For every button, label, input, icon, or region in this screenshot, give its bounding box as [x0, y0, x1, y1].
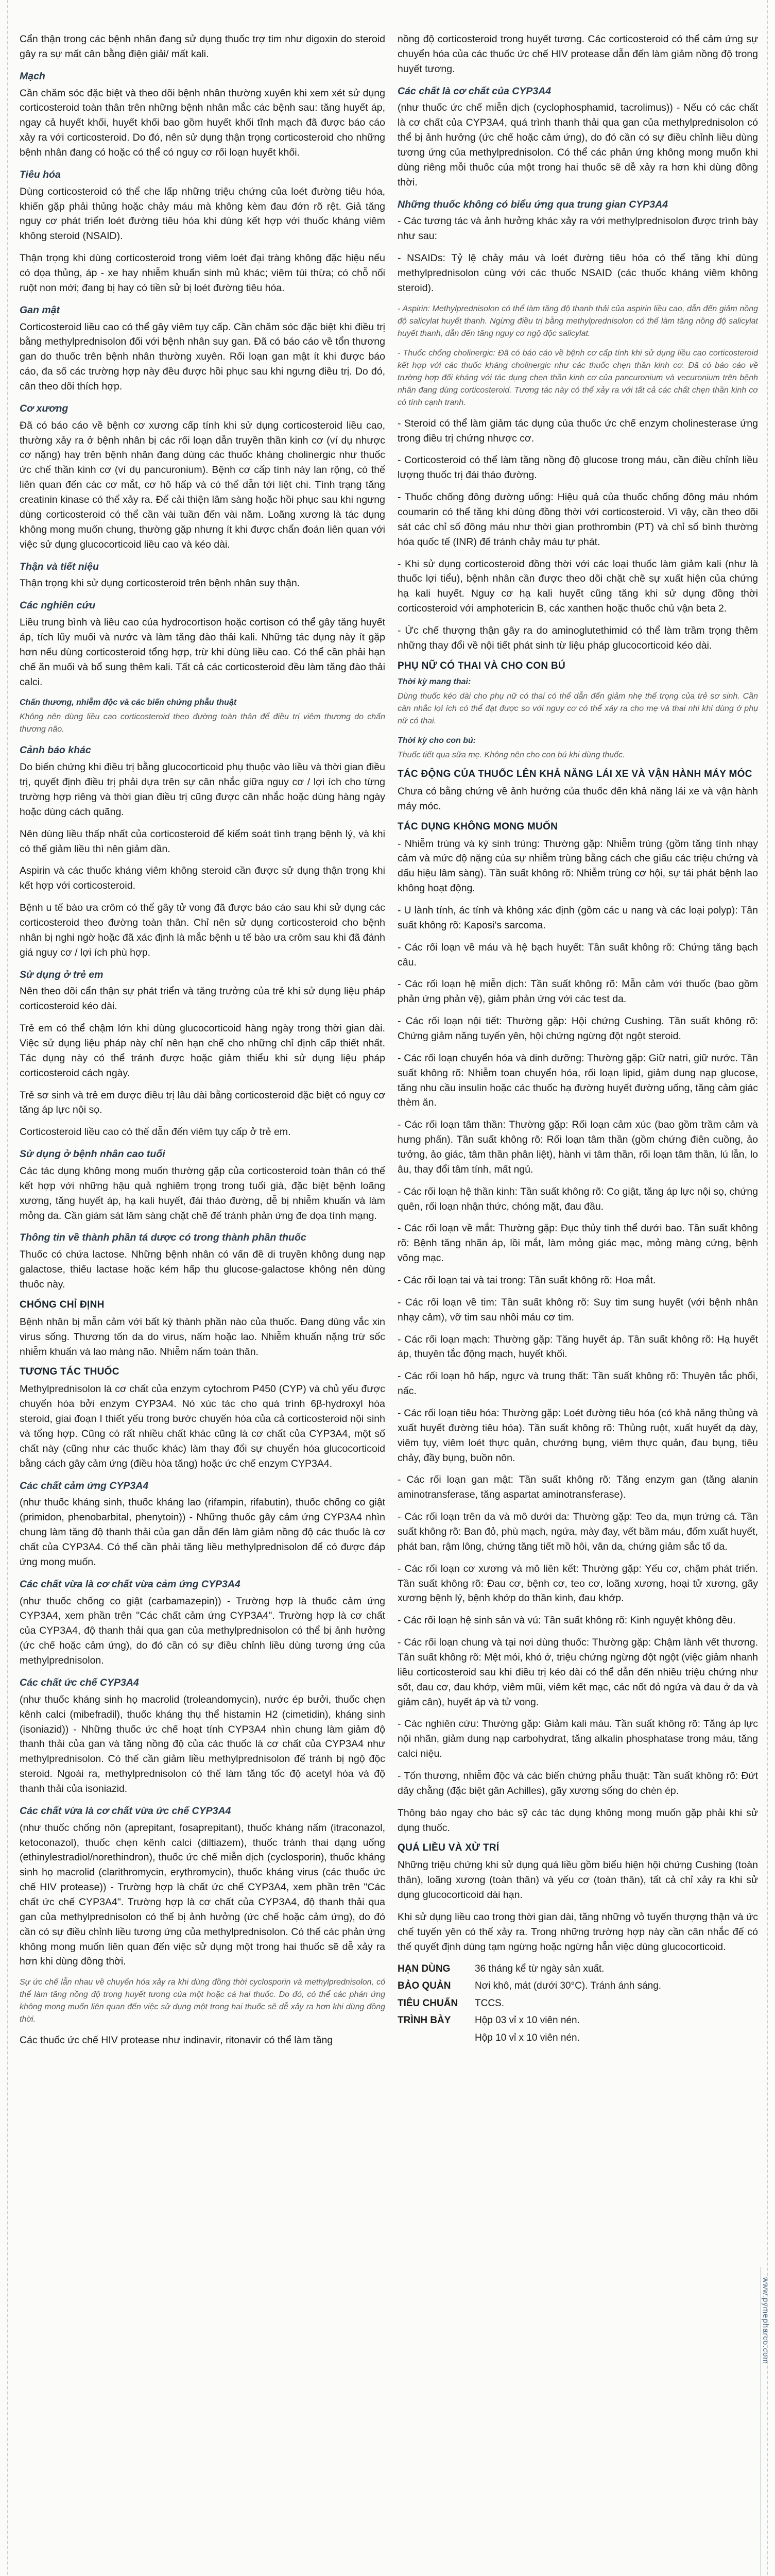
text-paragraph: [398, 1472, 758, 1502]
subheading: Gan mật: [20, 304, 60, 316]
paragraph-text: Trẻ em có thể chậm lớn khi dùng glucocorticoid hàng ngày trong thời gian dài. Việc sử dụng liệu pháp này chỉ nên hạn chế cho những chỉ định cấp thiết nhất. Tác dụng này có thể tránh được hoặc giảm thiểu khi sử dụng liệu pháp corticosteroid cách ngày.: [20, 1023, 385, 1079]
paragraph-text: - Các tương tác và ảnh hưởng khác xảy ra với methylprednisolon được trình bày như sau:: [398, 215, 758, 242]
paragraph-text: nồng độ corticosteroid trong huyết tương. Các corticosteroid có thể cảm ứng sự chuyển hóa của các thuốc ức chế HIV protease dẫn đến làm giảm nồng độ trong huyết tương.: [398, 33, 758, 75]
paragraph-text: - Các rối loạn chuyển hóa và dinh dưỡng: Thường gặp: Giữ natri, giữ nước. Tần suất không rõ: Nhiễm toan chuyển hóa, rối loạn lipid, giảm dung nạp glucose, tăng nhu cầu insulin hoặc các thuốc hạ đường huyết đường uống, tăng cảm giác thèm ăn.: [398, 1052, 758, 1109]
text-paragraph: [398, 1510, 758, 1554]
spec-value: Nơi khô, mát (dưới 30°C). Tránh ánh sáng.: [475, 1980, 662, 1992]
subheading: Những thuốc không có biểu ứng qua trung gian CYP3A4: [398, 198, 668, 210]
paragraph-text: - Các rối loạn hệ thần kinh: Tần suất không rõ: Co giật, tăng áp lực nội sọ, chứng quên, rối loạn nhận thức, chóng mặt, đau đầu.: [398, 1185, 758, 1212]
paragraph-text: - Các rối loạn về máu và hệ bạch huyết: Tần suất không rõ: Chứng tăng bạch cầu.: [398, 941, 758, 968]
subheading: Các nghiên cứu: [20, 600, 96, 612]
section-heading: QUÁ LIỀU VÀ XỬ TRÍ: [398, 1842, 500, 1854]
text-paragraph: [398, 347, 758, 409]
paragraph-text: Aspirin và các thuốc kháng viêm không steroid cần được sử dụng thận trọng khi kết hợp với corticosteroid.: [20, 865, 385, 892]
subheading: Tiêu hóa: [20, 168, 61, 180]
spec-key: TRÌNH BÀY: [398, 2015, 451, 2026]
spec-value: Hộp 03 vỉ x 10 viên nén.: [475, 2015, 580, 2026]
paragraph-text: Các tác dụng không mong muốn thường gặp của corticosteroid toàn thân có thể kết hợp với những hậu quả nghiêm trọng trong tuổi già, đặc biệt bệnh loãng xương, tăng huyết áp, hạ kali huyết, đái tháo đường, dễ bị nhiễm khuẩn và làm mỏng da. Cần giám sát lâm sàng chặt chẽ để tránh phản ứng đe dọa tính mạng.: [20, 1165, 385, 1222]
text-paragraph: [398, 1635, 758, 1709]
paragraph-text: (như thuốc kháng sinh họ macrolid (troleandomycin), nước ép bưởi, thuốc chẹn kênh calci (mibefradil), thuốc kháng thụ thể histamin H2 (cimetidin), kháng sinh (isoniazid)) - Những thuốc ức chế hoạt tính CYP3A4 nhìn chung làm giảm độ thanh thải của gan và tăng nồng độ của các thuốc là cơ chất của CYP3A4 như methylprednisolon. Có thể cần giảm liều methylprednisolon để tránh bị ngộ độc steroid. Ngoài ra, methylprednisolon có thể làm tăng tốc độ acetyl hóa và độ thanh thải của isoniazid.: [20, 1693, 385, 1794]
paragraph-text: - Các rối loạn trên da và mô dưới da: Thường gặp: Teo da, mụn trứng cá. Tần suất không rõ: Ban đỏ, phù mạch, ngứa, mày đay, vết bầm máu, đốm xuất huyết, phát ban, rậm lông, chứng tăng tiết mồ hôi, vân da, chứng giảm sắc tố da.: [398, 1511, 758, 1552]
text-paragraph: [398, 1858, 758, 1903]
subheading: Mạch: [20, 70, 45, 82]
text-paragraph: [398, 1769, 758, 1799]
paragraph-text: - Aspirin: Methylprednisolon có thể làm tăng độ thanh thải của aspirin liều cao, dẫn đến giảm nồng độ salicylat huyết thanh. Ngừng điều trị bằng methylprednisolon có thể làm tăng nồng độ salicylat huyết thanh, dẫn đến tăng nguy cơ ngộ độc salicylat.: [398, 304, 758, 338]
text-paragraph: [398, 1369, 758, 1399]
paragraph-text: Dùng corticosteroid có thể che lấp những triệu chứng của loét đường tiêu hóa, khiến gặp phải thủng hoặc chảy máu mà không kèm đau đớn rõ rệt. Giả tăng nguy cơ phát triển loét đường tiêu hóa khi dùng kết hợp với thuốc kháng viêm không steroid (NSAID).: [20, 185, 385, 242]
fold-line-left: [7, 0, 8, 2576]
paragraph-text: - Corticosteroid có thể làm tăng nồng độ glucose trong máu, cần điều chỉnh liều lượng thuốc trị đái tháo đường.: [398, 454, 758, 481]
text-paragraph: [398, 903, 758, 933]
text-paragraph: [20, 1315, 385, 1360]
text-paragraph: [20, 69, 385, 160]
paragraph-text: Corticosteroid liều cao có thể gây viêm tụy cấp. Cần chăm sóc đặc biệt khi điều trị bằng methylprednisolon đối với bệnh nhân suy gan. Đã có báo cáo về tổn thương gan do thuốc trên bệnh nhân thường xuyên. Rối loạn gan mật ít khi được báo cáo, đa số các trường hợp này đều được hồi phục sau khi ngưng điều trị. Do đó, cần theo dõi thích hợp.: [20, 321, 385, 393]
text-paragraph: [398, 1613, 758, 1628]
paragraph-text: (như thuốc kháng sinh, thuốc kháng lao (rifampin, rifabutin), thuốc chống co giật (primidon, phenobarbital, phenytoin)) - Những thuốc gây cảm ứng CYP3A4 nhìn chung làm tăng độ thanh thải của gan dẫn đến làm giảm nồng độ các thuốc là cơ chất của CYP3A4. Có thể cần phải tăng liều methylprednisolon để có được đáp ứng mong muốn.: [20, 1497, 385, 1568]
subheading: Các chất cảm ứng CYP3A4: [20, 1480, 149, 1492]
subheading: Thông tin về thành phần tá dược có trong thành phần thuốc: [20, 1232, 306, 1244]
paragraph-text: - Các rối loạn về mắt: Thường gặp: Đục thủy tinh thể dưới bao. Tần suất không rõ: Bệnh tăng nhãn áp, lồi mắt, làm mỏng giác mạc, mỏng màng cứng, bệnh võng mạc.: [398, 1223, 758, 1264]
text-paragraph: [20, 1976, 385, 2026]
subheading: Các chất vừa là cơ chất vừa ức chế CYP3A4: [20, 1805, 231, 1817]
text-paragraph: [20, 1230, 385, 1292]
text-paragraph: [398, 251, 758, 296]
paragraph-text: Liều trung bình và liều cao của hydrocortison hoặc cortison có thể gây tăng huyết áp, tích lũy muối và nước và làm tăng đào thải kali. Những tác dụng này ít gặp hơn nếu dùng corticosteroid tổng hợp, trừ khi dùng liều cao. Có thể cần phải hạn chế ăn muối và bổ sung thêm kali. Tất cả các corticosteroid đều làm tăng đào thải calci.: [20, 617, 385, 688]
paragraph-text: Các thuốc ức chế HIV protease như indinavir, ritonavir có thể làm tăng: [20, 2035, 333, 2046]
text-paragraph: [398, 1295, 758, 1325]
spec-value: TCCS.: [475, 1997, 504, 2009]
subheading: Thận và tiết niệu: [20, 561, 99, 572]
spec-table: [398, 1962, 758, 2045]
paragraph-text: - Các rối loạn hô hấp, ngực và trung thất: Tần suất không rõ: Thuyên tắc phổi, nấc.: [398, 1370, 758, 1397]
text-paragraph: [20, 2033, 385, 2048]
paragraph-text: - Các rối loạn cơ xương và mô liên kết: Thường gặp: Yếu cơ, chậm phát triển. Tần suất không rõ: Đau cơ, bệnh cơ, teo cơ, loãng xương, hoại tử xương, gãy xương bệnh lý, bệnh khớp do thần kinh, đau khớp.: [398, 1563, 758, 1604]
section-heading: TÁC DỤNG KHÔNG MONG MUỐN: [398, 821, 558, 832]
website-label: www.pymepharco.com: [761, 2277, 770, 2364]
text-paragraph: [398, 1562, 758, 1606]
right-column-body: [398, 32, 758, 1955]
text-paragraph: [398, 1717, 758, 1761]
subheading: Cơ xương: [20, 402, 68, 414]
subheading: Cảnh báo khác: [20, 744, 91, 756]
spec-key: HẠN DÙNG: [398, 1963, 451, 1974]
paragraph-text: - Các rối loạn hệ miễn dịch: Tần suất không rõ: Mẫn cảm với thuốc (bao gồm phản ứng phản vệ), giảm phản ứng với các test da.: [398, 978, 758, 1005]
subheading: Các chất ức chế CYP3A4: [20, 1676, 139, 1688]
paragraph-text: - Các rối loạn tâm thần: Thường gặp: Rối loạn cảm xúc (bao gồm trầm cảm và hưng phấn). Tần suất không rõ: Rối loạn tâm thần (gồm chứng điên cuồng, ảo tưởng, ảo giác, tâm thần phân liệt), hành vi tâm thần, rối loạn tâm thần, lú lẫn, lo âu, thay đổi tâm tính, mất ngủ.: [398, 1119, 758, 1175]
text-paragraph: [398, 676, 758, 727]
left-column: [20, 32, 385, 2576]
text-paragraph: [398, 453, 758, 483]
text-paragraph: [20, 1147, 385, 1223]
text-paragraph: [398, 1406, 758, 1465]
section-heading: PHỤ NỮ CÓ THAI VÀ CHO CON BÚ: [398, 660, 566, 671]
paragraph-text: - Các rối loạn nội tiết: Thường gặp: Hội chứng Cushing. Tần suất không rõ: Chứng giảm năng tuyến yên, hội chứng ngừng đột ngột steroid.: [398, 1015, 758, 1042]
text-paragraph: [20, 827, 385, 857]
paragraph-text: (như thuốc ức chế miễn dịch (cyclophosphamid, tacrolimus)) - Nếu có các chất là cơ chất của CYP3A4, quá trình thanh thải qua gan của methylprednisolon có thể bị ảnh hưởng (ức chế hoặc cảm ứng), do đó cần có sự điều chỉnh liều dùng tương ứng của methylprednisolon. Có thể các phản ứng không mong muốn khi dùng riêng mỗi thuốc của một trong hai thuốc sẽ dễ xảy ra hơn khi dùng đồng thời.: [398, 102, 758, 188]
text-paragraph: [20, 968, 385, 1014]
paragraph-text: Nên theo dõi cẩn thận sự phát triển và tăng trưởng của trẻ khi sử dụng liệu pháp corticosteroid kéo dài.: [20, 986, 385, 1012]
paragraph-text: Thuốc tiết qua sữa mẹ. Không nên cho con bú khi dùng thuốc.: [398, 750, 625, 759]
paragraph-text: - Ức chế thượng thận gây ra do aminoglutethimid có thể làm trầm trọng thêm những thay đổi về nội tiết phát sinh từ liệu pháp glucocorticoid kéo dài.: [398, 625, 758, 651]
paragraph-text: Không nên dùng liều cao corticosteroid theo đường toàn thân để điều trị viêm thương do chấn thương não.: [20, 713, 385, 734]
text-paragraph: [20, 863, 385, 893]
spec-row: [398, 1996, 758, 2011]
paragraph-text: Trẻ sơ sinh và trẻ em được điều trị lâu dài bằng corticosteroid đặc biệt có nguy cơ tăng áp lực nội sọ.: [20, 1089, 385, 1116]
text-paragraph: [398, 1117, 758, 1177]
paragraph-text: - Các nghiên cứu: Thường gặp: Giảm kali máu. Tần suất không rõ: Tăng áp lực nội nhãn, giảm dung nạp carbohydrat, tăng alkalin phosphatase trong máu, tăng calci niệu.: [398, 1718, 758, 1760]
subheading: Sử dụng ở trẻ em: [20, 969, 104, 980]
text-paragraph: [398, 623, 758, 653]
fold-line-right: [767, 0, 768, 2576]
paragraph-text: - Nhiễm trùng và ký sinh trùng: Thường gặp: Nhiễm trùng (gồm tăng tính nhạy cảm và mức độ nặng của sự nhiễm trùng bằng cách che giấu các triệu chứng và dấu hiệu lâm sàng). Tần suất không rõ: Nhiễm trùng cơ hội, sự tái phát bệnh lao không hoạt động.: [398, 838, 758, 894]
paragraph-text: Thuốc có chứa lactose. Những bệnh nhân có vấn đề di truyền không dung nạp galactose, thiếu lactase hoặc kém hấp thu glucose-galactose không nên dùng thuốc này.: [20, 1249, 385, 1291]
subheading: Chấn thương, nhiễm độc và các biến chứng phẫu thuật: [20, 698, 237, 707]
text-paragraph: [398, 303, 758, 340]
text-paragraph: [20, 1479, 385, 1570]
paragraph-text: - Steroid có thể làm giảm tác dụng của thuốc ức chế enzym cholinesterase ứng trong điều trị chứng nhược cơ.: [398, 417, 758, 444]
text-paragraph: [398, 84, 758, 190]
paragraph-text: Sự ức chế lẫn nhau về chuyển hóa xảy ra khi dùng đồng thời cyclosporin và methylprednisolon, có thể làm tăng nồng độ trong huyết tương của một hoặc cả hai thuốc. Do đó, có thể các phản ứng không mong muốn liên quan đến việc sử dụng một trong hai thuốc sẽ dễ xảy ra hơn khi dùng đồng thời.: [20, 1978, 385, 2024]
text-paragraph: [20, 901, 385, 960]
spec-value: Hộp 10 vỉ x 10 viên nén.: [475, 2032, 580, 2043]
paragraph-text: - U lành tính, ác tính và không xác định (gồm các u nang và các loại polyp): Tần suất không rõ: Kaposi's sarcoma.: [398, 904, 758, 931]
text-paragraph: [398, 940, 758, 970]
text-paragraph: [20, 1577, 385, 1668]
paragraph-text: - Tổn thương, nhiễm độc và các biến chứng phẫu thuật: Tần suất không rõ: Đứt dây chằng (đặc biệt gân Achilles), gãy xương sống do chèn ép.: [398, 1770, 758, 1797]
text-paragraph: [20, 167, 385, 244]
paragraph-text: - Các rối loạn tiêu hóa: Thường gặp: Loét đường tiêu hóa (có khả năng thủng và xuất huyết đường tiêu hóa). Tần suất không rõ: Thủng ruột, xuất huyết dạ dày, viêm tụy, viêm loét thực quản, chướng bụng, viêm thực quản, đau bụng, tiêu chảy, đầy bụng, buồn nôn.: [398, 1408, 758, 1464]
subheading: Sử dụng ở bệnh nhân cao tuổi: [20, 1148, 165, 1160]
text-paragraph: [398, 1221, 758, 1266]
paragraph-text: (như thuốc chống co giật (carbamazepin)) - Trường hợp là thuốc cảm ứng CYP3A4, xem phần trên "Các chất cảm ứng CYP3A4". Trường hợp là cơ chất của CYP3A4, độ thanh thải qua gan của methylprednisolon có thể bị ảnh hưởng (ức chế hoặc cảm ứng), do đó cần có sự điều chỉnh liều dùng tương ứng của methylprednisolon.: [20, 1595, 385, 1667]
edge-website-strip: [760, 2267, 772, 2576]
paragraph-text: Dùng thuốc kéo dài cho phụ nữ có thai có thể dẫn đến giảm nhẹ thể trọng của trẻ sơ sinh. Cần cân nhắc lợi ích có thể đạt được so với nguy cơ có thể xảy ra cho mẹ và thai nhi khi dùng ở phụ nữ có thai.: [398, 691, 758, 725]
paragraph-text: Thận trọng khi sử dụng corticosteroid trên bệnh nhân suy thận.: [20, 578, 300, 589]
text-paragraph: [20, 1021, 385, 1080]
paragraph-text: Những triệu chứng khi sử dụng quá liều gồm biểu hiện hội chứng Cushing (toàn thân), loãng xương (toàn thân) và yếu cơ (toàn thân), tất cả chỉ xảy ra khi sử dụng glucocorticoid dài hạn.: [398, 1859, 758, 1901]
text-paragraph: [398, 1332, 758, 1362]
text-paragraph: [398, 416, 758, 446]
paragraph-text: - Các rối loạn mạch: Thường gặp: Tăng huyết áp. Tần suất không rõ: Hạ huyết áp, thuyên tắc động mạch, huyết khối.: [398, 1333, 758, 1360]
paragraph-text: - NSAIDs: Tỷ lệ chảy máu và loét đường tiêu hóa có thể tăng khi dùng methylprednisolon cùng với các thuốc NSAID (các thuốc kháng viêm không steroid).: [398, 252, 758, 294]
text-paragraph: [398, 1184, 758, 1214]
paragraph-text: - Khi sử dụng corticosteroid đồng thời với các loại thuốc làm giảm kali (như là thuốc lợi tiểu), bệnh nhân cần được theo dõi chặt chẽ sự xuất hiện của chứng hạ kali huyết. Nguy cơ hạ kali huyết cũng tăng khi sử dụng đồng thời corticosteroid với amphotericin B, các xanthen hoặc thuốc chủ vận beta 2.: [398, 558, 758, 615]
paragraph-text: - Thuốc chống đông đường uống: Hiệu quả của thuốc chống đông máu nhóm coumarin có thể tăng khi dùng đồng thời với corticosteroid. Vì vậy, cần theo dõi sát các chỉ số đông máu như thời gian prothrombin (PT) và chỉ số bình thường hóa quốc tế (INR) để tránh chảy máu tự phát.: [398, 492, 758, 548]
text-paragraph: [398, 1806, 758, 1836]
paragraph-text: Methylprednisolon là cơ chất của enzym cytochrom P450 (CYP) và chủ yếu được chuyển hóa bởi enzym CYP3A4. Nó xúc tác cho quá trình 6β-hydroxyl hóa steroid, giai đoạn I thiết yếu trong bước chuyển hóa của cả corticosteroid nội sinh và tổng hợp. Cũng có rất nhiều chất khác cũng là cơ chất của CYP3A4, một số chất này (cũng như các thuốc khác) làm thay đổi sự chuyển hóa glucocorticoid bằng cách gây cảm ứng (điều hòa tăng) hoặc ức chế enzym CYP3A4.: [20, 1383, 385, 1469]
text-paragraph: [20, 401, 385, 552]
text-paragraph: [398, 1051, 758, 1110]
text-paragraph: [398, 557, 758, 616]
subheading: Thời kỳ cho con bú:: [398, 736, 476, 745]
text-paragraph: [398, 735, 758, 761]
text-paragraph: [398, 1014, 758, 1044]
subheading: Các chất là cơ chất của CYP3A4: [398, 85, 552, 97]
spec-value: 36 tháng kể từ ngày sản xuất.: [475, 1963, 605, 1974]
paragraph-text: Đã có báo cáo về bệnh cơ xương cấp tính khi sử dụng corticosteroid liều cao, thường xảy ra ở bệnh nhân bị các rối loạn dẫn truyền thần kinh cơ (ví dụ nhược cơ nặng) hay trên bệnh nhân đang dùng các thuốc kháng cholinergic như thuốc ức chế thần kinh cơ (ví dụ pancuronium). Bệnh cơ cấp tính này lan rộng, có thể liên quan đến các cơ mắt, cơ hô hấp và có thể dẫn tới liệt chi. Tình trạng tăng creatinin kinase có thể xảy ra. Để cải thiện lâm sàng hoặc hồi phục sau khi ngưng dùng corticosteroid có thể cần vài tuần đến vài năm. Loãng xương là tác dụng không mong muốn chung, thường gặp nhưng ít khi được chẩn đoán liên quan với việc sử dụng glucocorticoid liều cao và kéo dài.: [20, 419, 385, 550]
paragraph-text: (như thuốc chống nôn (aprepitant, fosaprepitant), thuốc kháng nấm (itraconazol, ketoconazol), thuốc chẹn kênh calci (diltiazem), thuốc tránh thai dạng uống (ethinylestradiol/norethindron), thuốc ức chế miễn dịch (cyclosporin), thuốc kháng sinh họ macrolid (clarithromycin, erythromycin), thuốc kháng virus (các thuốc ức chế HIV protease)) - Trường hợp là chất ức chế CYP3A4, xem phần trên "Các chất ức chế CYP3A4". Trường hợp là cơ chất của CYP3A4, độ thanh thải qua gan của methylprednisolon có thể bị ảnh hưởng (ức chế hoặc cảm ứng), do đó cần có sự điều chỉnh liều tương ứng của methylprednisolon. Có thể các phản ứng không mong muốn liên quan đến việc sử dụng một trong hai thuốc sẽ dễ xảy ra hơn khi dùng đồng thời.: [20, 1822, 385, 1968]
subheading: Thời kỳ mang thai:: [398, 677, 471, 686]
paragraph-text: Bệnh u tế bào ưa crôm có thể gây tử vong đã được báo cáo sau khi sử dụng các corticosteroid theo đường toàn thân. Chỉ nên sử dụng corticosteroid cho bệnh nhân bị nghi ngờ hoặc đã xác định là mắc bệnh u tế bào ưa crôm sau khi đã đánh giá nguy cơ / lợi ích phù hợp.: [20, 902, 385, 958]
paragraph-text: Cẩn thận trong các bệnh nhân đang sử dụng thuốc trợ tim như digoxin do steroid gây ra sự mất cân bằng điện giải/ mất kali.: [20, 33, 385, 60]
paragraph-text: - Các rối loạn về tim: Tần suất không rõ: Suy tim sung huyết (với bệnh nhân nhạy cảm), vỡ tim sau nhồi máu cơ tim.: [398, 1296, 758, 1323]
paragraph-text: - Các rối loạn tai và tai trong: Tần suất không rõ: Hoa mắt.: [398, 1274, 656, 1286]
text-paragraph: [398, 490, 758, 549]
section-heading: TÁC ĐỘNG CỦA THUỐC LÊN KHẢ NĂNG LÁI XE VÀ VẬN HÀNH MÁY MÓC: [398, 768, 752, 779]
text-paragraph: [398, 32, 758, 77]
text-paragraph: [20, 1675, 385, 1797]
paragraph-text: Khi sử dụng liều cao trong thời gian dài, tăng những vỏ tuyến thượng thận và ức chế tuyến yên có thể xảy ra. Trong những trường hợp này cần cân nhắc để có thể quyết định dùng tạm ngừng hoặc ngừng hẳn việc dùng glucocorticoid.: [398, 1911, 758, 1953]
spec-key: TIÊU CHUẨN: [398, 1997, 458, 2009]
text-paragraph: [20, 251, 385, 296]
text-paragraph: [20, 303, 385, 394]
text-paragraph: [20, 598, 385, 689]
section-heading: CHỐNG CHỈ ĐỊNH: [20, 1299, 105, 1310]
paragraph-text: Do biến chứng khi điều trị bằng glucocorticoid phụ thuộc vào liều và thời gian điều trị, quyết định điều trị phải dựa trên sự cân nhắc giữa nguy cơ / lợi ích cho từng trường hợp riêng và thời gian điều trị cũng được cân nhắc hoặc dùng hàng ngày hoặc dùng cách quãng.: [20, 761, 385, 818]
text-paragraph: [20, 1382, 385, 1471]
paragraph-text: - Thuốc chống cholinergic: Đã có báo cáo về bệnh cơ cấp tính khi sử dụng liều cao corticosteroid kết hợp với các thuốc kháng cholinergic như các thuốc chẹn thần kinh cơ. Đã có báo cáo về trường hợp đối kháng với tác dụng chẹn thần kinh cơ của pancuronium và vecuronium trên bệnh nhân đang dùng corticosteroid. Tương tác này có thể xảy ra với tất cả các chất chẹn thần kinh cơ có tính cạnh tranh.: [398, 348, 758, 407]
text-paragraph: [20, 1804, 385, 1969]
paragraph-text: Corticosteroid liều cao có thể dẫn đến viêm tụy cấp ở trẻ em.: [20, 1126, 291, 1138]
paragraph-text: Thận trọng khi dùng corticosteroid trong viêm loét đại tràng không đặc hiệu nếu có dọa thủng, áp - xe hay nhiễm khuẩn sinh mủ khác; viêm túi thừa; có chỗ nối ruột non mới; đang bị hay có tiền sử bị loét đường tiêu hóa.: [20, 252, 385, 294]
paragraph-text: - Các rối loạn gan mật: Tần suất không rõ: Tăng enzym gan (tăng alanin aminotransferase, tăng aspartat aminotransferase).: [398, 1474, 758, 1501]
paragraph-text: Thông báo ngay cho bác sỹ các tác dụng không mong muốn gặp phải khi sử dụng thuốc.: [398, 1807, 758, 1834]
paragraph-text: - Các rối loạn hệ sinh sản và vú: Tần suất không rõ: Kinh nguyệt không đều.: [398, 1615, 736, 1626]
spec-row: [398, 1979, 758, 1993]
text-paragraph: [20, 1125, 385, 1140]
paragraph-text: Cần chăm sóc đặc biệt và theo dõi bệnh nhân thường xuyên khi xem xét sử dụng corticosteroid toàn thân trên những bệnh nhân mắc các bệnh sau: tăng huyết áp, ngay cả huyết khối, huyết khối bao gồm huyết khối tĩnh mạch đã được báo cáo xảy ra với corticosteroid. Do đó, nên sử dụng thận trọng corticosteroid cho những bệnh nhân đang có hoặc có thể có nguy cơ rối loạn huyết khối.: [20, 87, 385, 159]
spec-row: [398, 2013, 758, 2028]
paragraph-text: Bệnh nhân bị mẫn cảm với bất kỳ thành phần nào của thuốc. Đang dùng vắc xin virus sống. Thương tổn da do virus, nấm hoặc lao. Nhiễm khuẩn nặng trừ sốc nhiễm khuẩn và lao màng não. Nhiễm nấm toàn thân.: [20, 1316, 385, 1358]
spec-key: BẢO QUẢN: [398, 1980, 451, 1992]
spec-key: [398, 2031, 475, 2045]
text-paragraph: [398, 837, 758, 896]
paragraph-text: - Các rối loạn chung và tại nơi dùng thuốc: Thường gặp: Chậm lành vết thương. Tần suất không rõ: Mệt mỏi, khó ở, triệu chứng ngừng đột ngột (việc giảm nhanh liều corticosteroid sau khi điều trị kéo dài có thể dẫn đến nhiều triệu chứng như sốt, đau cơ, đau khớp, viêm mũi, viêm kết mạc, các nốt đỏ ngứa và đau ở da và giảm cân), huyết áp và tử vong.: [398, 1637, 758, 1708]
text-paragraph: [20, 1088, 385, 1118]
paragraph-text: Nên dùng liều thấp nhất của corticosteroid để kiểm soát tình trạng bệnh lý, và khi có thể giảm liều thì nên giảm dần.: [20, 828, 385, 855]
right-column: [398, 32, 758, 2576]
text-paragraph: [398, 977, 758, 1007]
spec-row: [398, 1962, 758, 1976]
text-paragraph: [398, 1273, 758, 1288]
paragraph-text: Chưa có bằng chứng về ảnh hưởng của thuốc đến khả năng lái xe và vận hành máy móc.: [398, 785, 758, 812]
subheading: Các chất vừa là cơ chất vừa cảm ứng CYP3A4: [20, 1578, 240, 1590]
text-paragraph: [398, 197, 758, 244]
text-paragraph: [20, 743, 385, 819]
text-paragraph: [398, 1910, 758, 1955]
text-paragraph: [20, 560, 385, 591]
text-paragraph: [20, 697, 385, 736]
text-paragraph: [398, 784, 758, 814]
spec-row: [398, 2031, 758, 2045]
text-paragraph: [20, 32, 385, 62]
section-heading: TƯƠNG TÁC THUỐC: [20, 1366, 119, 1378]
